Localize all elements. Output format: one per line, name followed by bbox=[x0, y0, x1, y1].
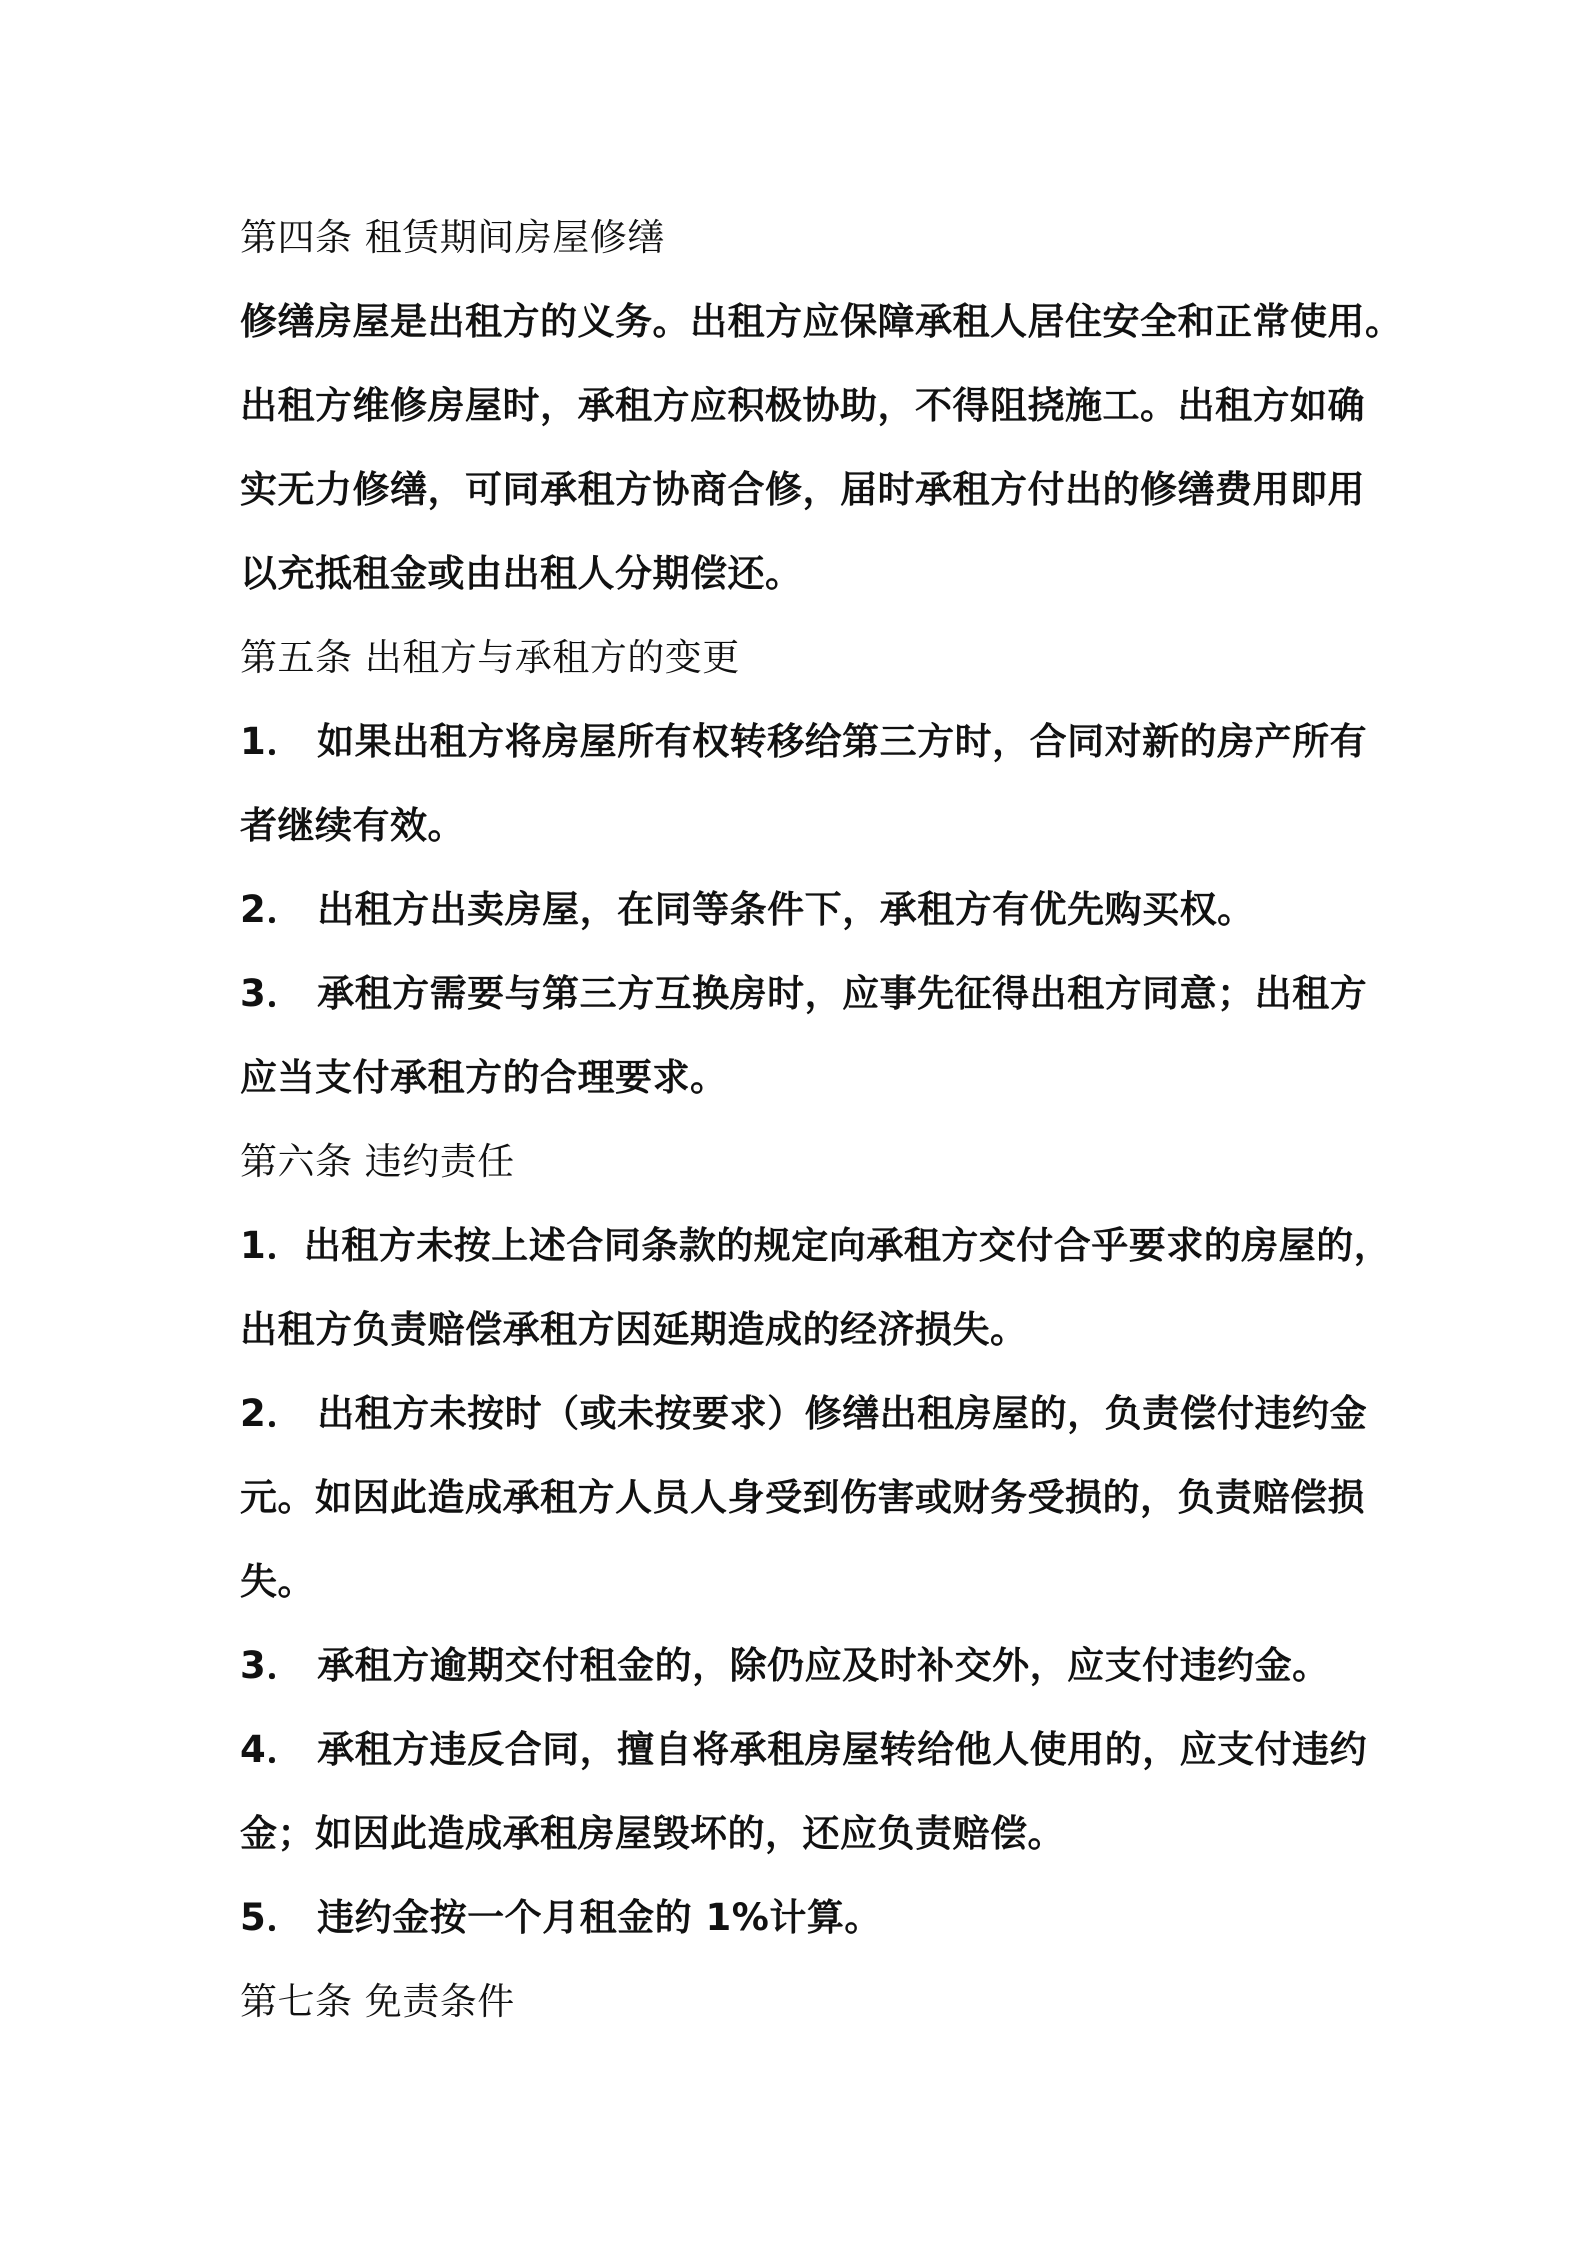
article-6-item-2-line-3: 失。 bbox=[240, 1560, 315, 1603]
article-6-item-1-line-1: 1．出租方未按上述合同条款的规定向承租方交付合乎要求的房屋的， bbox=[240, 1224, 1392, 1267]
article-4-paragraph-line-3: 实无力修缮，可同承租方协商合修，届时承租方付出的修缮费用即用 bbox=[240, 468, 1365, 511]
article-5-heading: 第五条 出租方与承租方的变更 bbox=[240, 636, 740, 679]
article-6-item-2-line-2: 元。如因此造成承租方人员人身受到伤害或财务受损的，负责赔偿损 bbox=[240, 1476, 1365, 1519]
article-6-item-4-line-2: 金；如因此造成承租房屋毁坏的，还应负责赔偿。 bbox=[240, 1812, 1065, 1855]
article-6-heading: 第六条 违约责任 bbox=[240, 1140, 515, 1183]
article-4-paragraph-line-4: 以充抵租金或由出租人分期偿还。 bbox=[240, 552, 803, 595]
article-5-item-3-line-1: 3． 承租方需要与第三方互换房时，应事先征得出租方同意；出租方 bbox=[240, 972, 1368, 1015]
document-body bbox=[240, 196, 1403, 2044]
article-6-item-4-line-1: 4． 承租方违反合同，擅自将承租房屋转给他人使用的，应支付违约 bbox=[240, 1728, 1368, 1771]
article-4-heading: 第四条 租赁期间房屋修缮 bbox=[240, 216, 665, 259]
article-6-item-1-line-2: 出租方负责赔偿承租方因延期造成的经济损失。 bbox=[240, 1308, 1028, 1351]
article-6-item-2-line-1: 2． 出租方未按时（或未按要求）修缮出租房屋的，负责偿付违约金 bbox=[240, 1392, 1368, 1435]
article-7-heading: 第七条 免责条件 bbox=[240, 1980, 515, 2023]
article-4-paragraph-line-2: 出租方维修房屋时，承租方应积极协助，不得阻挠施工。出租方如确 bbox=[240, 384, 1365, 427]
article-6-item-5: 5． 违约金按一个月租金的 1%计算。 bbox=[240, 1896, 882, 1939]
article-5-item-3-line-2: 应当支付承租方的合理要求。 bbox=[240, 1056, 728, 1099]
article-5-item-1-line-1: 1． 如果出租方将房屋所有权转移给第三方时，合同对新的房产所有 bbox=[240, 720, 1368, 763]
article-5-item-2: 2． 出租方出卖房屋，在同等条件下，承租方有优先购买权。 bbox=[240, 888, 1255, 931]
article-5-item-1-line-2: 者继续有效。 bbox=[240, 804, 465, 847]
article-6-item-3: 3． 承租方逾期交付租金的，除仍应及时补交外，应支付违约金。 bbox=[240, 1644, 1330, 1687]
article-4-paragraph-line-1: 修缮房屋是出租方的义务。出租方应保障承租人居住安全和正常使用。 bbox=[240, 300, 1403, 343]
